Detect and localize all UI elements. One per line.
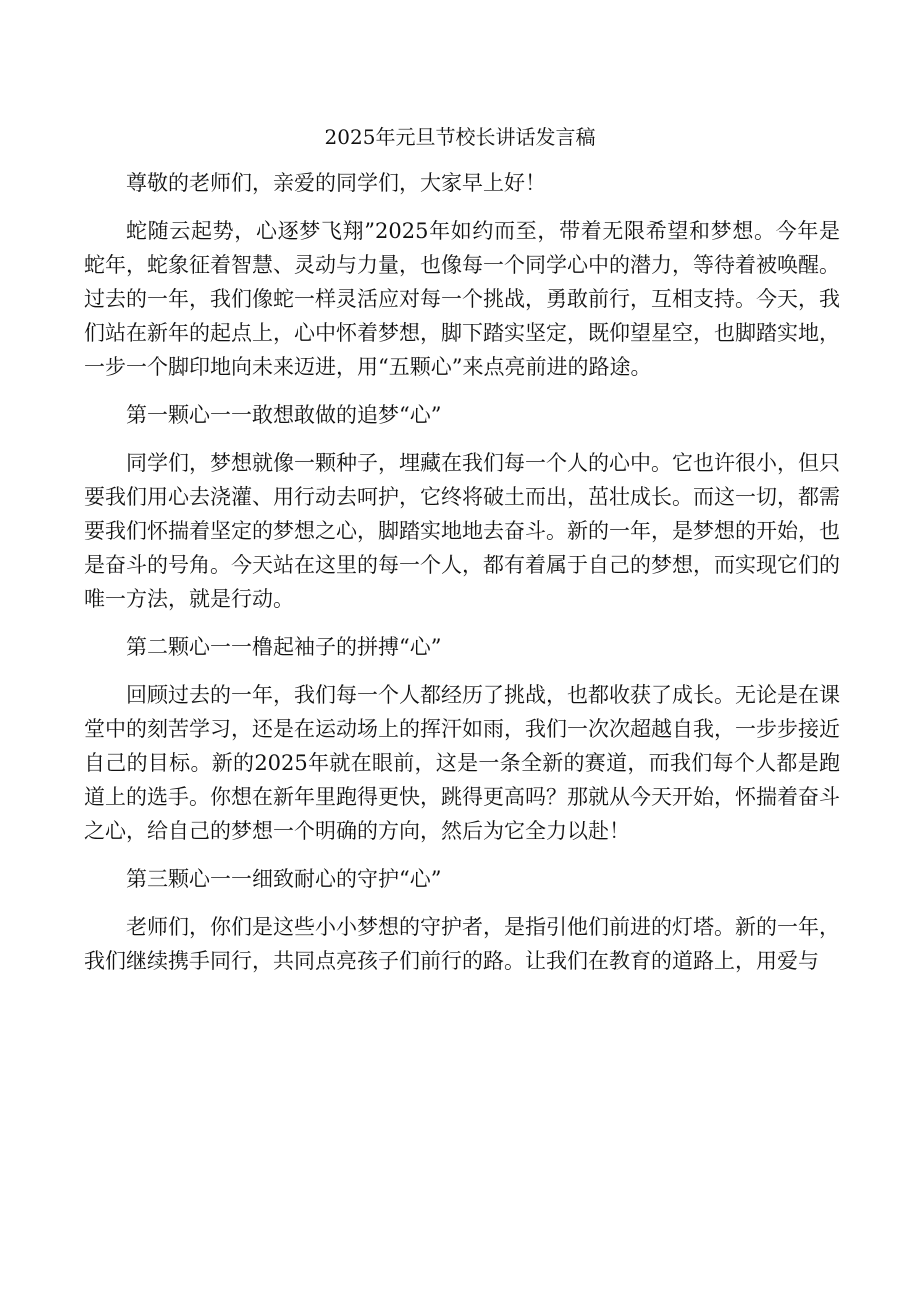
section-paragraph-3: 老师们，你们是这些小小梦想的守护者，是指引他们前进的灯塔。新的一年，我们继续携手同行，共同点亮孩子们前行的路。让我们在教育的道路上，用爱与 xyxy=(84,915,840,973)
section-heading-3: 第三颗心一一细致耐心的守护“心” xyxy=(126,867,442,891)
section-paragraph-1: 同学们，梦想就像一颗种子，埋藏在我们每一个人的心中。它也许很小，但只要我们用心去浇灌、用行动去呵护，它终将破土而出，茁壮成长。而这一切，都需要我们怀揣着坚定的梦想之心，脚踏实地地去奋斗。新的一年，是梦想的开始，也是奋斗的号角。今天站在这里的每一个人，都有着属于自己的梦想，而实现它们的唯一方法，就是行动。 xyxy=(84,451,840,611)
section-heading-1: 第一颗心一一敢想敢做的追梦“心” xyxy=(126,403,442,427)
greeting-paragraph: 尊敬的老师们，亲爱的同学们，大家早上好！ xyxy=(126,171,546,195)
intro-paragraph: 蛇随云起势，心逐梦飞翔”2025年如约而至，带着无限希望和梦想。今年是蛇年，蛇象征着智慧、灵动与力量，也像每一个同学心中的潜力，等待着被唤醒。过去的一年，我们像蛇一样灵活应对每一个挑战，勇敢前行，互相支持。今天，我们站在新年的起点上，心中怀着梦想，脚下踏实坚定，既仰望星空，也脚踏实地，一步一个脚印地向未来迈进，用“五颗心”来点亮前进的路途。 xyxy=(84,219,840,379)
section-heading-2: 第二颗心一一橹起袖子的拼搏“心” xyxy=(126,635,442,659)
document-body xyxy=(84,166,840,992)
document-title: 2025年元旦节校长讲话发言稿 xyxy=(324,125,596,149)
section-paragraph-2: 回顾过去的一年，我们每一个人都经历了挑战，也都收获了成长。无论是在课堂中的刻苦学习，还是在运动场上的挥汗如雨，我们一次次超越自我，一步步接近自己的目标。新的2025年就在眼前，这是一条全新的赛道，而我们每个人都是跑道上的选手。你想在新年里跑得更快，跳得更高吗？那就从今天开始，怀揣着奋斗之心，给自己的梦想一个明确的方向，然后为它全力以赴！ xyxy=(84,683,840,843)
